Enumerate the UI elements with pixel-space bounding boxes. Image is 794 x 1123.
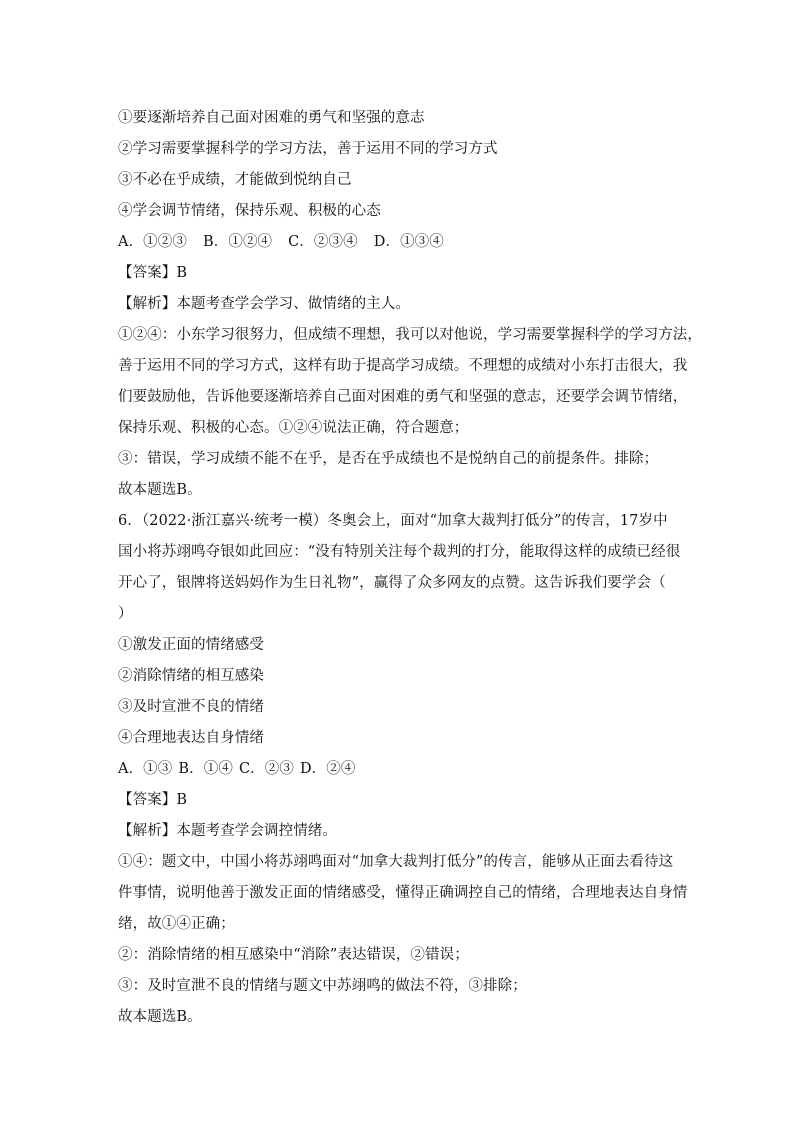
q6-option-c: C．②③ <box>238 761 294 777</box>
q5-analysis-line: 【解析】本题考查学会学习、做情绪的主人。 <box>118 296 410 312</box>
q5-analysis-line: 们要鼓励他，告诉他要逐渐培养自己面对困难的勇气和坚强的意志，还要学会调节情绪， <box>118 389 688 405</box>
q5-option-d: D．①③④ <box>373 234 444 250</box>
q6-item-2: ②消除情绪的相互感染 <box>118 668 264 684</box>
q6-analysis-line: 【解析】本题考查学会调控情绪。 <box>118 823 337 839</box>
q5-option-c: C．②③④ <box>288 234 358 250</box>
q6-stem <box>118 506 681 630</box>
q5-analysis-line: 故本题选B。 <box>118 482 202 498</box>
q5-analysis-line: ①②④：小东学习很努力，但成绩不理想，我可以对他说，学习需要掌握科学的学习方法， <box>118 327 702 343</box>
q6-analysis-line: ③：及时宣泄不良的情绪与题文中苏翊鸣的做法不符，③排除； <box>118 978 527 994</box>
q5-analysis <box>118 289 702 506</box>
q5-options <box>118 227 678 258</box>
q6-stem-line: ） <box>118 606 133 622</box>
q6-item-3: ③及时宣泄不良的情绪 <box>118 699 264 715</box>
q5-analysis-line: ③：错误，学习成绩不能不在乎，是否在乎成绩也不是悦纳自己的前提条件。排除； <box>118 451 659 467</box>
q5-items <box>118 103 678 227</box>
q5-item-1: ①要逐渐培养自己面对困难的勇气和坚强的意志 <box>118 110 425 126</box>
q5-item-2: ②学习需要掌握科学的学习方法，善于运用不同的学习方式 <box>118 141 498 157</box>
document-page <box>118 103 702 1033</box>
q5-item-4: ④学会调节情绪，保持乐观、积极的心态 <box>118 203 381 219</box>
q6-stem-line: 开心了，银牌将送妈妈作为生日礼物”，赢得了众多网友的点赞。这告诉我们要学会（ <box>118 575 666 591</box>
q6-items <box>118 630 678 754</box>
q6-analysis <box>118 816 688 1033</box>
q6-analysis-line: ②：消除情绪的相互感染中“消除”表达错误，②错误； <box>118 947 469 963</box>
q5-option-a: A．①②③ <box>118 234 187 250</box>
q6-options <box>118 754 678 785</box>
q6-analysis-line: 绪，故①④正确； <box>118 916 235 932</box>
q5-option-b: B．①②④ <box>202 234 273 250</box>
q5-analysis-line: 善于运用不同的学习方式，这样有助于提高学习成绩。不理想的成绩对小东打击很大，我 <box>118 358 688 374</box>
q6-item-1: ①激发正面的情绪感受 <box>118 637 264 653</box>
q5-item-3: ③不必在乎成绩，才能做到悦纳自己 <box>118 172 352 188</box>
q6-analysis-line: ①④：题文中，中国小将苏翊鸣面对“加拿大裁判打低分”的传言，能够从正面去看待这 <box>118 854 674 870</box>
q6-stem-line: 6．（2022·浙江嘉兴·统考一模）冬奥会上，面对“加拿大裁判打低分”的传言，17岁中 <box>118 513 668 529</box>
q6-stem-line: 国小将苏翊鸣夺银如此回应：“没有特别关注每个裁判的打分，能取得这样的成绩已经很 <box>118 544 681 560</box>
q6-option-a: A．①③ <box>118 761 173 777</box>
q6-answer: 【答案】B <box>118 792 188 808</box>
q6-item-4: ④合理地表达自身情绪 <box>118 730 264 746</box>
q5-analysis-line: 保持乐观、积极的心态。①②④说法正确，符合题意； <box>118 420 469 436</box>
q6-option-d: D．②④ <box>299 761 356 777</box>
q5-answer: 【答案】B <box>118 265 188 281</box>
q6-analysis-line: 故本题选B。 <box>118 1009 202 1025</box>
q6-option-b: B．①④ <box>178 761 233 777</box>
q6-analysis-line: 件事情，说明他善于激发正面的情绪感受，懂得正确调控自己的情绪，合理地表达自身情 <box>118 885 688 901</box>
